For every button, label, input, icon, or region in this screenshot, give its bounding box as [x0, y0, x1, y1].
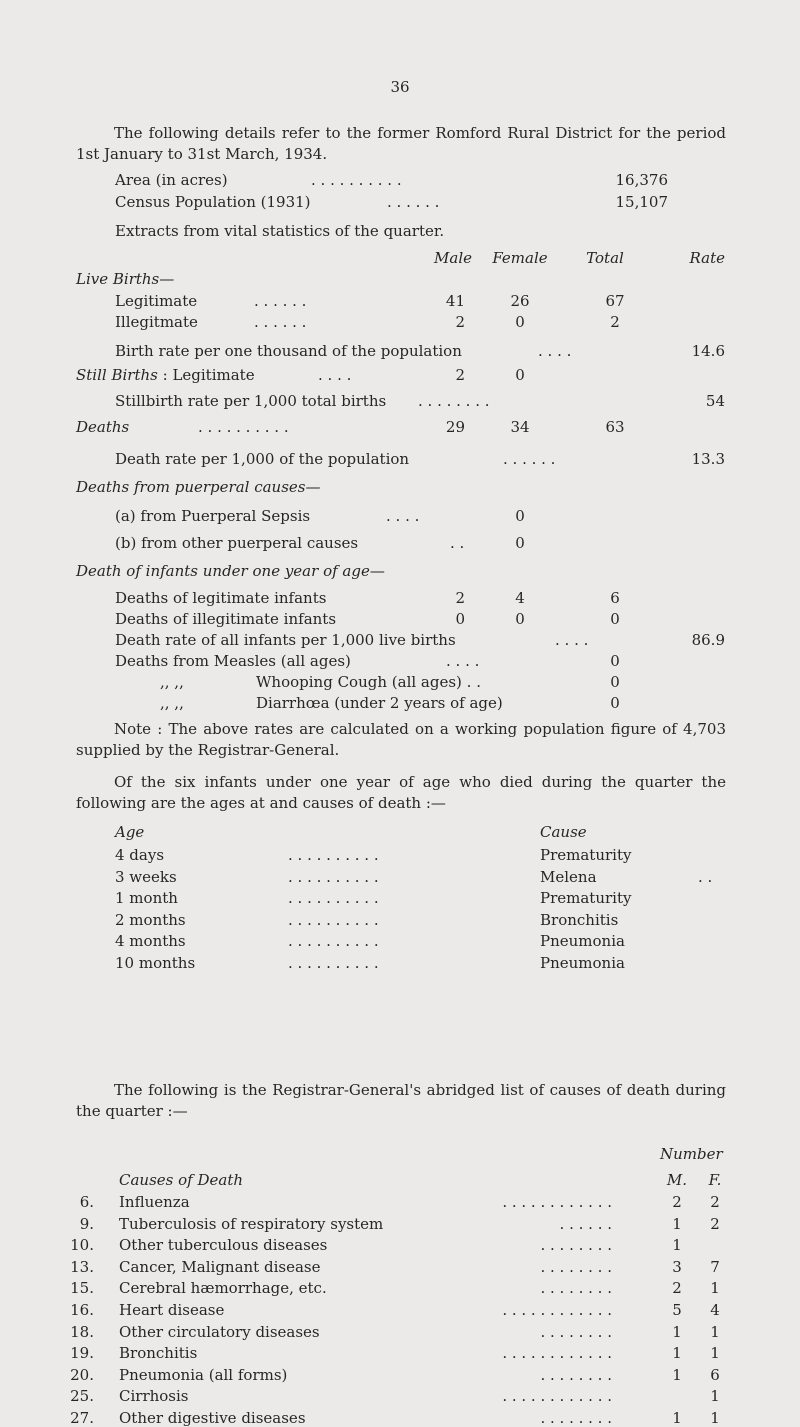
age-header: Age [115, 823, 145, 841]
deaths-total: 63 [605, 418, 625, 436]
legit-female: 26 [510, 292, 530, 310]
cause-number: 20. [70, 1365, 94, 1384]
leader-dots: . . . . . . . . . . . . [502, 1193, 612, 1211]
header-total: Total [586, 249, 624, 267]
birth-rate-value: 14.6 [691, 342, 725, 360]
death-rate-value: 13.3 [691, 450, 725, 468]
cause-name: Other digestive diseases [119, 1409, 306, 1427]
census-label: Census Population (1931) [115, 193, 311, 211]
birth-rate-label: Birth rate per one thousand of the population [115, 342, 462, 360]
still-births-female: 0 [515, 366, 525, 384]
infant-rate-value: 86.9 [691, 631, 725, 649]
cause-name: Influenza [119, 1193, 190, 1211]
census-value: 15,107 [615, 193, 668, 211]
age-cell: 4 days [115, 846, 165, 864]
cause-name: Pneumonia (all forms) [119, 1365, 288, 1384]
deaths-male: 29 [445, 418, 465, 436]
stillbirth-rate-value: 54 [705, 392, 725, 410]
illegit-total: 2 [610, 313, 620, 331]
intro-paragraph: The following details refer to the former Romford Rural District for the period 1st January to 31st March, 1934. [76, 124, 726, 163]
cause-cell: Prematurity [540, 889, 632, 907]
leader-dots: . . . . . . . . . . [288, 846, 379, 864]
cause-number: 6. [79, 1193, 94, 1211]
stillbirth-rate-label: Stillbirth rate per 1,000 total births [115, 392, 387, 410]
deaths-female: 34 [510, 418, 530, 436]
leader-dots: . . . . . . . . [540, 1257, 612, 1276]
cause-number: 25. [70, 1387, 94, 1406]
extracts-heading: Extracts from vital statistics of the quarter. [115, 222, 445, 240]
female-count: 2 [710, 1214, 720, 1233]
cause-name: Other circulatory diseases [119, 1322, 320, 1341]
live-births-heading: Live Births— [76, 270, 175, 288]
abridged-paragraph: The following is the Registrar-General's abridged list of causes of death during the quarter :— [76, 1081, 726, 1120]
cause-number: 9. [79, 1214, 94, 1233]
cause-number: 15. [70, 1279, 94, 1298]
female-count: 1 [710, 1387, 720, 1406]
cause-number: 19. [70, 1344, 94, 1363]
puerperal-sepsis-label: (a) from Puerperal Sepsis [115, 507, 311, 525]
male-count: 1 [672, 1322, 682, 1341]
cause-number: 16. [70, 1301, 94, 1319]
leader-dots: . . . . [555, 631, 589, 649]
diarrhoea-label: Diarrhœa (under 2 years of age) [256, 694, 503, 712]
cause-name: Tuberculosis of respiratory system [119, 1214, 384, 1233]
leader-dots: . . . . . . . . [540, 1365, 612, 1384]
diarrhoea-value: 0 [610, 694, 620, 712]
female-count: 7 [710, 1257, 720, 1276]
age-cell: 10 months [115, 953, 196, 972]
female-count: 4 [710, 1301, 720, 1319]
female-count: 2 [710, 1193, 720, 1211]
legitimate-label: Legitimate [115, 292, 198, 310]
cause-cell: Melena [540, 867, 597, 886]
area-label: Area (in acres) [115, 171, 228, 189]
causes-header: Causes of Death [119, 1171, 244, 1189]
leader-dots: . . . . . . . . [540, 1236, 612, 1255]
male-count: 2 [672, 1193, 682, 1211]
leader-dots: . . . . . . . . [540, 1279, 612, 1298]
legit-infants-label: Deaths of legitimate infants [115, 589, 327, 607]
age-cell: 1 month [115, 889, 178, 907]
leader-dots: . . . . . . . . . . [288, 932, 379, 950]
male-count: 3 [672, 1257, 682, 1276]
leader-dots: . . . . . . [254, 292, 307, 310]
leader-dots: . . . . [538, 342, 572, 360]
measles-label: Deaths from Measles (all ages) [115, 652, 351, 670]
cause-name: Cerebral hæmorrhage, etc. [119, 1279, 327, 1298]
puerperal-sepsis-value: 0 [515, 507, 525, 525]
cause-name: Bronchitis [119, 1344, 198, 1363]
cause-number: 27. [70, 1409, 94, 1427]
male-count: 1 [672, 1365, 682, 1384]
female-count: 1 [710, 1409, 720, 1427]
leader-dots: . . . . [386, 507, 420, 525]
legit-infants-male: 2 [455, 589, 465, 607]
cause-cell: Bronchitis [540, 910, 619, 929]
page-number: 36 [390, 78, 410, 96]
leader-dots: . . . . . . . . [540, 1322, 612, 1341]
death-rate-label: Death rate per 1,000 of the population [115, 450, 410, 468]
cause-cell: Pneumonia [540, 932, 625, 950]
legit-infants-total: 6 [610, 589, 620, 607]
leader-dots: . . . . . . . . . . . . [502, 1301, 612, 1319]
whooping-cough-value: 0 [610, 673, 620, 691]
age-cell: 4 months [115, 932, 186, 950]
cause-number: 10. [70, 1236, 94, 1255]
cause-name: Cirrhosis [119, 1387, 189, 1406]
other-puerperal-value: 0 [515, 534, 525, 552]
illegit-infants-total: 0 [610, 610, 620, 628]
infant-rate-label: Death rate of all infants per 1,000 live births [115, 631, 456, 649]
legit-male: 41 [445, 292, 465, 310]
illegit-infants-female: 0 [515, 610, 525, 628]
still-births-male: 2 [455, 366, 465, 384]
age-cell: 2 months [115, 910, 186, 929]
cause-name: Other tuberculous diseases [119, 1236, 328, 1255]
still-births-rest: : Legitimate [162, 366, 255, 384]
measles-value: 0 [610, 652, 620, 670]
cause-cell: Prematurity [540, 846, 632, 864]
illegit-infants-male: 0 [455, 610, 465, 628]
note-paragraph: Note : The above rates are calculated on a working population figure of 4,703 supplied by the Registrar-General. [76, 720, 726, 759]
header-female: Female [492, 249, 548, 267]
leader-dots: . . . . . . . . . . [288, 867, 379, 886]
cause-cell: Pneumonia [540, 953, 625, 972]
leader-dots: . . . . . . . . . . [288, 910, 379, 929]
age-cell: 3 weeks [115, 867, 177, 886]
leader-dots: . . . . [446, 652, 480, 670]
leader-dots: . . . . . . . . . . . . [502, 1387, 612, 1406]
female-count: 1 [710, 1322, 720, 1341]
female-count: 1 [710, 1279, 720, 1298]
number-header: Number [660, 1145, 723, 1163]
header-rate: Rate [689, 249, 725, 267]
still-births-italic: Still Births [76, 366, 158, 384]
female-count: 1 [710, 1344, 720, 1363]
leader-dots: . . . . . . . . [418, 392, 490, 410]
deaths-label: Deaths [76, 418, 130, 436]
still-births-label [76, 366, 255, 384]
illegitimate-label: Illegitmate [115, 313, 198, 331]
header-male: Male [434, 249, 472, 267]
male-count: 2 [672, 1279, 682, 1298]
leader-dots: . . . . . . . . . . [288, 889, 379, 907]
cause-name: Cancer, Malignant disease [119, 1257, 321, 1276]
leader-dots: . . . . . . [387, 193, 440, 211]
female-count: 6 [710, 1365, 720, 1384]
leader-dots: . . . . . . . . . . [198, 418, 289, 436]
leader-dots: . . . . . . [503, 450, 556, 468]
six-infants-paragraph: Of the six infants under one year of age who died during the quarter the following are the ages at and causes of death :— [76, 773, 726, 812]
f-header: F. [708, 1171, 722, 1189]
male-count: 1 [672, 1214, 682, 1233]
male-count: 1 [672, 1409, 682, 1427]
leader-dots: . . . . . . [254, 313, 307, 331]
area-value: 16,376 [615, 171, 668, 189]
leader-dots: . . [450, 534, 465, 552]
cause-number: 18. [70, 1322, 94, 1341]
illegit-infants-label: Deaths of illegitimate infants [115, 610, 337, 628]
m-header: M. [666, 1171, 688, 1189]
leader-dots: . . . . [318, 366, 352, 384]
cause-name: Heart disease [119, 1301, 225, 1319]
whooping-cough-label: Whooping Cough (all ages) . . [256, 673, 481, 691]
cause-number: 13. [70, 1257, 94, 1276]
puerperal-heading: Deaths from puerperal causes— [76, 478, 321, 496]
leader-dots: . . . . . . . . . . [311, 171, 402, 189]
male-count: 5 [672, 1301, 682, 1319]
illegit-male: 2 [455, 313, 465, 331]
ditto-marks: ,, ,, [160, 673, 184, 691]
cause-header: Cause [540, 823, 587, 841]
leader-dots: . . . . . . . . . . . . [502, 1344, 612, 1363]
illegit-female: 0 [515, 313, 525, 331]
leader-dots: . . . . . . . . . . [288, 953, 379, 972]
leader-dots: . . [698, 868, 713, 886]
male-count: 1 [672, 1236, 682, 1255]
ditto-marks: ,, ,, [160, 694, 184, 712]
legit-infants-female: 4 [515, 589, 525, 607]
leader-dots: . . . . . . [559, 1214, 612, 1233]
male-count: 1 [672, 1344, 682, 1363]
leader-dots: . . . . . . . . [540, 1409, 612, 1427]
other-puerperal-label: (b) from other puerperal causes [115, 534, 359, 552]
infants-heading: Death of infants under one year of age— [76, 562, 385, 580]
legit-total: 67 [605, 292, 625, 310]
